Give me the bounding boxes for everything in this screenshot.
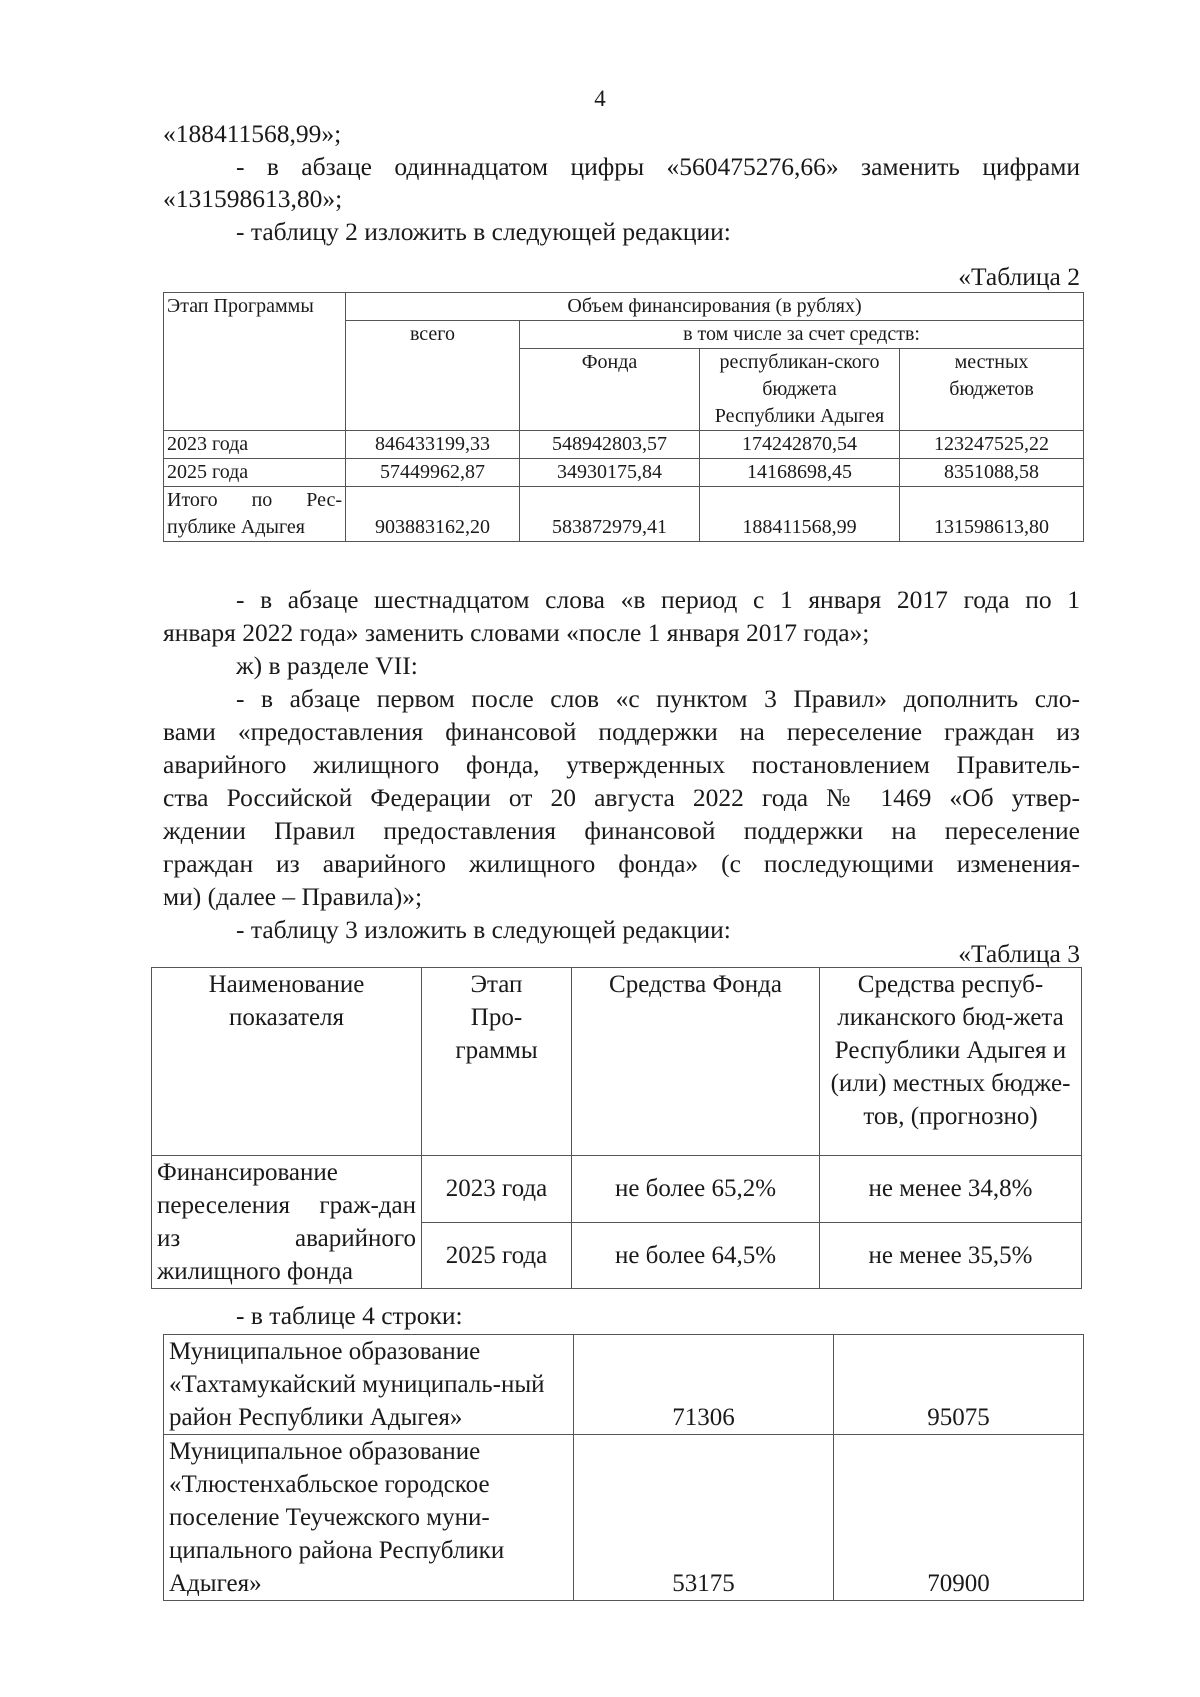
table-caption: «Таблица 3 [958, 939, 1080, 968]
table-row: Муниципальное образование «Тахтамукайский муниципаль-ный район Республики Адыгея» 71306 95075 [164, 1335, 1084, 1435]
text-line: - таблицу 2 изложить в следующей редакции: [236, 217, 731, 246]
text-line: - в абзаце шестнадцатом слова «в период с 1 января 2017 года по 1 [236, 585, 1080, 614]
text-line: аварийного жилищного фонда, утвержденных постановлением Правитель- [163, 750, 1080, 779]
text-line: - в таблице 4 строки: [236, 1301, 463, 1330]
text-line: граждан из аварийного жилищного фонда» (с последующими изменения- [163, 849, 1080, 878]
table-3 [151, 967, 1082, 1289]
header-total: всего [346, 321, 520, 431]
table-caption: «Таблица 2 [958, 262, 1080, 291]
header-stage: Этап Про-граммы [422, 968, 572, 1156]
header-stage: Этап Программы [164, 293, 346, 431]
text-line: - в абзаце первом после слов «с пунктом 3 Правил» дополнить сло- [236, 684, 1080, 713]
text-line: - таблицу 3 изложить в следующей редакции: [236, 915, 731, 944]
text-line: ства Российской Федерации от 20 августа 2022 года № 1469 «Об утвер- [163, 783, 1080, 812]
table-2 [163, 292, 1084, 542]
text-line: января 2022 года» заменить словами «после 1 января 2017 года»; [163, 618, 870, 647]
header-fund: Фонда [520, 349, 700, 431]
header-fund: Средства Фонда [572, 968, 820, 1156]
table-4 [163, 1334, 1084, 1601]
text-line: - в абзаце одиннадцатом цифры «560475276,66» заменить цифрами [236, 152, 1080, 181]
table-row: 2025 года 57449962,87 34930175,84 14168698,45 8351088,58 [164, 459, 1084, 487]
table-row: Итого по Рес-публике Адыгея 903883162,20 583872979,41 188411568,99 131598613,80 [164, 487, 1084, 542]
header-republic: республикан-ского бюджета Республики Адыгея [700, 349, 900, 431]
table-row: 2023 года 846433199,33 548942803,57 174242870,54 123247525,22 [164, 431, 1084, 459]
header-republic: Средства респуб-ликанского бюд-жета Республики Адыгея и (или) местных бюдже-тов, (прогнозно) [820, 968, 1082, 1156]
header-volume: Объем финансирования (в рублях) [346, 293, 1084, 321]
header-including: в том числе за счет средств: [520, 321, 1084, 349]
table-row: 2025 года не более 64,5% не менее 35,5% [152, 1222, 1082, 1289]
text-line: вами «предоставления финансовой поддержки на переселение граждан из [163, 717, 1080, 746]
header-local: местных бюджетов [900, 349, 1084, 431]
table-row: Финансирование переселения граж-дан из аварийного жилищного фонда 2023 года не более 65,2% не менее 34,8% [152, 1156, 1082, 1223]
text-line: «188411568,99»; [163, 119, 342, 148]
text-line: ждении Правил предоставления финансовой поддержки на переселение [163, 816, 1080, 845]
table-row: Муниципальное образование «Тлюстенхабльское городское поселение Теучежского муни-ципального района Республики Адыгея» 53175 70900 [164, 1435, 1084, 1601]
row-name: Финансирование переселения граж-дан из аварийного жилищного фонда [152, 1156, 422, 1289]
text-line: ж) в разделе VII: [236, 651, 418, 680]
text-line: «131598613,80»; [163, 184, 343, 213]
page-number: 4 [594, 86, 606, 111]
text-line: ми) (далее – Правила)»; [163, 882, 423, 911]
header-name: Наименование показателя [152, 968, 422, 1156]
